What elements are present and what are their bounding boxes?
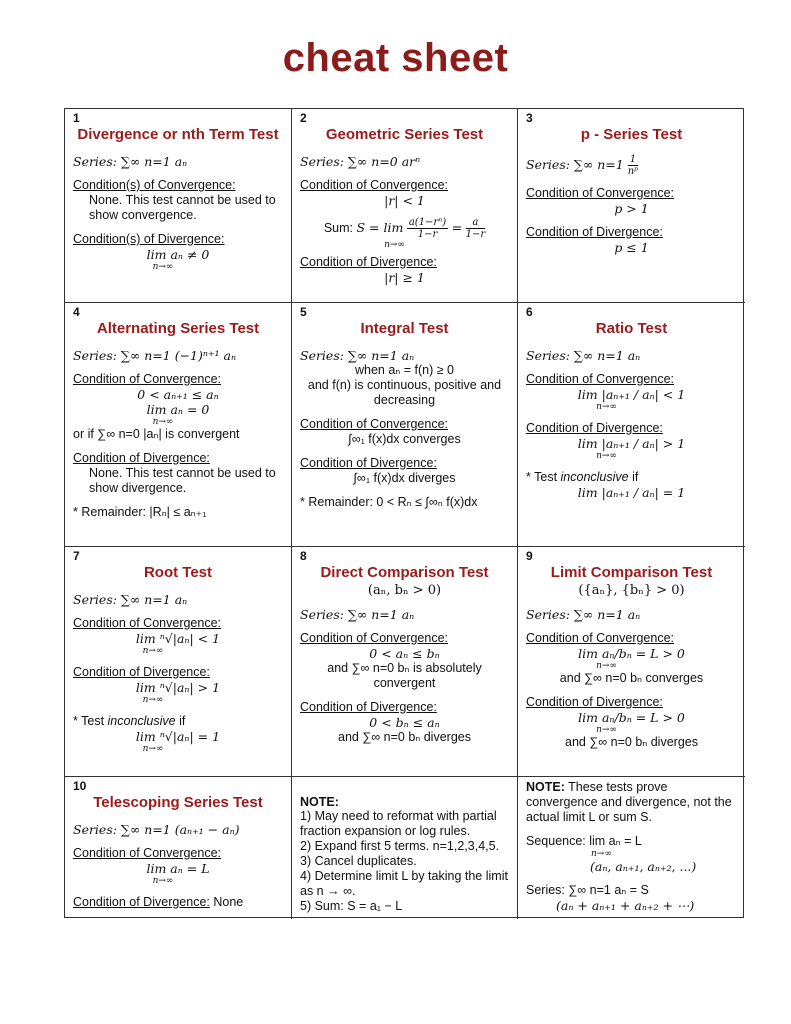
cell-title: Telescoping Series Test [93,794,263,811]
cell-title: Ratio Test [595,320,668,337]
limit-subscript: n→∞ [591,849,612,859]
convergence-label: Condition(s) of Convergence: [73,178,236,192]
cell-number: 4 [73,305,80,319]
note-item: 4) Determine limit L by taking the limit as n → ∞. [300,869,508,898]
cell-title: Alternating Series Test [96,320,260,337]
cell-number: 2 [300,111,307,125]
sum-label: Sum: [323,220,354,235]
limit-subscript: n→∞ [596,661,617,671]
divergence-formula: lim ⁿ√|aₙ| > 1 [135,680,221,695]
divergence-formula: lim |aₙ₊₁ / aₙ| > 1 [577,436,686,451]
sequence-formula: Sequence: lim aₙ = L [526,834,642,848]
series-fraction: $\frac{1}{\text{nᵖ}}$ [627,154,639,177]
convergence-comparison: and ∑∞ n=0 bₙ converges [559,671,704,685]
cell-title: Direct Comparison Test [320,564,489,581]
divergence-label: Condition of Divergence: [73,665,210,679]
series-condition: when aₙ = f(n) ≥ 0 [354,363,455,377]
function-conditions: and f(n) is continuous, positive and decreasing [307,378,502,407]
convergence-formula: ∫∞₁ f(x)dx converges [348,432,461,446]
convergence-label: Condition of Convergence: [526,631,675,645]
series-formula: Series: ∑∞ n=1 aₙ [73,592,188,607]
note-heading: NOTE: [300,795,339,809]
convergence-formula-2: lim aₙ = 0 [146,402,210,417]
series-formula: Series: ∑∞ n=1 $\frac{1}{\text{nᵖ}}$ [526,154,639,177]
note-item: 5) Sum: S = a₁ − L [300,899,403,913]
convergence-formula: 0 < aₙ ≤ bₙ [369,646,440,661]
cell-telescoping-note [292,777,518,919]
sum-fraction-1: $\frac{\text{a(1−rⁿ)}}{1-r}$ [408,217,447,240]
page-title: cheat sheet [282,36,509,80]
limit-subscript: n→∞ [152,417,174,427]
divergence-label: Condition of Divergence: [300,255,437,269]
note-item: 3) Cancel duplicates. [300,854,417,868]
divergence-formula: lim aₙ/bₙ = L > 0 [578,710,685,725]
cell-general-note [518,777,745,919]
sequence-terms: (aₙ, aₙ₊₁, aₙ₊₂, ...) [590,859,697,874]
inconclusive-note: * Test inconclusive if [526,470,639,484]
cell-ratio-test [518,303,745,547]
cheat-sheet-grid [64,108,744,918]
limit-subscript: n→∞ [596,725,617,735]
convergence-formula: lim ⁿ√|aₙ| < 1 [135,631,221,646]
convergence-label: Condition of Convergence: [300,631,449,645]
divergence-formula: |r| ≥ 1 [384,270,425,285]
series-formula: Series: ∑∞ n=1 (aₙ₊₁ − aₙ) [73,822,240,837]
limit-subscript: n→∞ [142,695,164,705]
divergence-label: Condition of Divergence: [526,695,663,709]
remainder-formula: * Remainder: 0 < Rₙ ≤ ∫∞ₙ f(x)dx [300,495,478,509]
cell-title: Limit Comparison Test [550,564,713,581]
divergence-comparison: and ∑∞ n=0 bₙ diverges [565,735,698,749]
convergence-label: Condition of Convergence: [300,417,449,431]
cell-subtitle: ({aₙ}, {bₙ} > 0) [578,583,685,598]
sum-formula: Sum: S = lim $\frac{\text{a(1−rⁿ)}}{1-r}$ = $\frac{a}{1-r}$ [323,217,486,240]
inconclusive-formula: lim ⁿ√|aₙ| = 1 [135,729,221,744]
cell-limit-comparison-test [518,547,745,777]
cell-number: 3 [526,111,533,125]
limit-subscript: n→∞ [384,240,405,250]
series-formula: Series: ∑∞ n=1 aₙ [526,348,641,363]
note-item: 2) Expand first 5 terms. n=1,2,3,4,5. [300,839,500,853]
cell-number: 8 [300,549,307,563]
series-sum-formula: Series: ∑∞ n=1 aₙ = S [526,883,649,897]
cell-number: 7 [73,549,80,563]
divergence-text: None. This test cannot be used to show divergence. [89,466,276,495]
convergence-label: Condition of Convergence: [526,186,675,200]
convergence-formula: p > 1 [614,201,649,216]
cell-number: 1 [73,111,80,125]
cell-title: Divergence or nth Term Test [77,126,279,143]
convergence-formula-1: 0 < aₙ₊₁ ≤ aₙ [137,387,219,402]
limit-subscript: n→∞ [152,262,174,272]
convergence-formula: lim |aₙ₊₁ / aₙ| < 1 [577,387,686,402]
limit-subscript: n→∞ [596,451,617,461]
convergence-alternative: or if ∑∞ n=0 |aₙ| is convergent [73,427,240,441]
divergence-label: Condition of Divergence: [300,700,437,714]
divergence-label: Condition of Divergence: [73,895,210,909]
cell-title: Geometric Series Test [325,126,484,143]
divergence-formula: 0 < bₙ ≤ aₙ [369,715,440,730]
general-note-text: NOTE: These tests prove convergence and divergence, not the actual limit L or sum S. [526,780,732,824]
convergence-label: Condition of Convergence: [73,372,222,386]
cell-title: p - Series Test [580,126,683,143]
note-heading: NOTE: [526,780,565,794]
divergence-comparison: and ∑∞ n=0 bₙ diverges [338,730,471,744]
divergence-row [73,895,283,910]
inconclusive-formula: lim |aₙ₊₁ / aₙ| = 1 [577,485,686,500]
cell-subtitle: (aₙ, bₙ > 0) [367,583,442,598]
divergence-formula: ∫∞₁ f(x)dx diverges [353,471,456,485]
convergence-label: Condition of Convergence: [73,616,222,630]
cell-p-series-test [518,109,745,303]
sum-lim: S = lim [356,219,404,235]
divergence-value: None [213,895,244,909]
divergence-label: Condition of Divergence: [73,451,210,465]
limit-subscript: n→∞ [142,744,164,754]
convergence-comparison: and ∑∞ n=0 bₙ is absolutely convergent [327,661,482,690]
divergence-label: Condition(s) of Divergence: [73,232,225,246]
convergence-label: Condition of Convergence: [526,372,675,386]
series-terms: (aₙ + aₙ₊₁ + aₙ₊₂ + ⋯) [556,898,695,913]
inconclusive-note: * Test inconclusive if [73,714,186,728]
convergence-label: Condition of Convergence: [300,178,449,192]
cell-number: 5 [300,305,307,319]
cell-number: 9 [526,549,533,563]
limit-subscript: n→∞ [142,646,164,656]
series-formula: Series: ∑∞ n=1 aₙ [300,348,415,363]
divergence-formula: p ≤ 1 [614,240,649,255]
cell-root-test [65,547,292,777]
cell-geometric-series-test [292,109,518,303]
series-formula: Series: ∑∞ n=1 aₙ [300,607,415,622]
divergence-formula: lim aₙ ≠ 0 [146,247,210,262]
cell-title: Root Test [143,564,213,581]
divergence-label: Condition of Divergence: [526,225,663,239]
cell-telescoping-series-test [65,777,292,919]
series-formula: Series: ∑∞ n=1 (−1)ⁿ⁺¹ aₙ [73,348,237,363]
convergence-formula: lim aₙ/bₙ = L > 0 [578,646,685,661]
sum-fraction-2: $\frac{a}{1-r}$ [465,217,486,240]
series-formula: Series: ∑∞ n=1 aₙ [73,154,188,169]
cell-direct-comparison-test [292,547,518,777]
convergence-text: None. This test cannot be used to show convergence. [89,193,276,222]
convergence-formula: lim aₙ = L [146,861,210,876]
cell-title: Integral Test [360,320,449,337]
series-formula: Series: ∑∞ n=1 aₙ [526,607,641,622]
limit-subscript: n→∞ [152,876,174,886]
cell-number: 10 [73,779,87,793]
limit-subscript: n→∞ [596,402,617,412]
note-item: 1) May need to reformat with partial fraction expansion or log rules. [300,809,497,838]
cell-alternating-series-test [65,303,292,547]
cell-integral-test [292,303,518,547]
series-formula: Series: ∑∞ n=0 arⁿ [300,154,421,169]
convergence-formula: |r| < 1 [384,193,425,208]
cell-divergence-test [65,109,292,303]
divergence-label: Condition of Divergence: [300,456,437,470]
remainder-formula: * Remainder: |Rₙ| ≤ aₙ₊₁ [73,505,207,519]
cell-number: 6 [526,305,533,319]
divergence-label: Condition of Divergence: [526,421,663,435]
convergence-label: Condition of Convergence: [73,846,222,860]
